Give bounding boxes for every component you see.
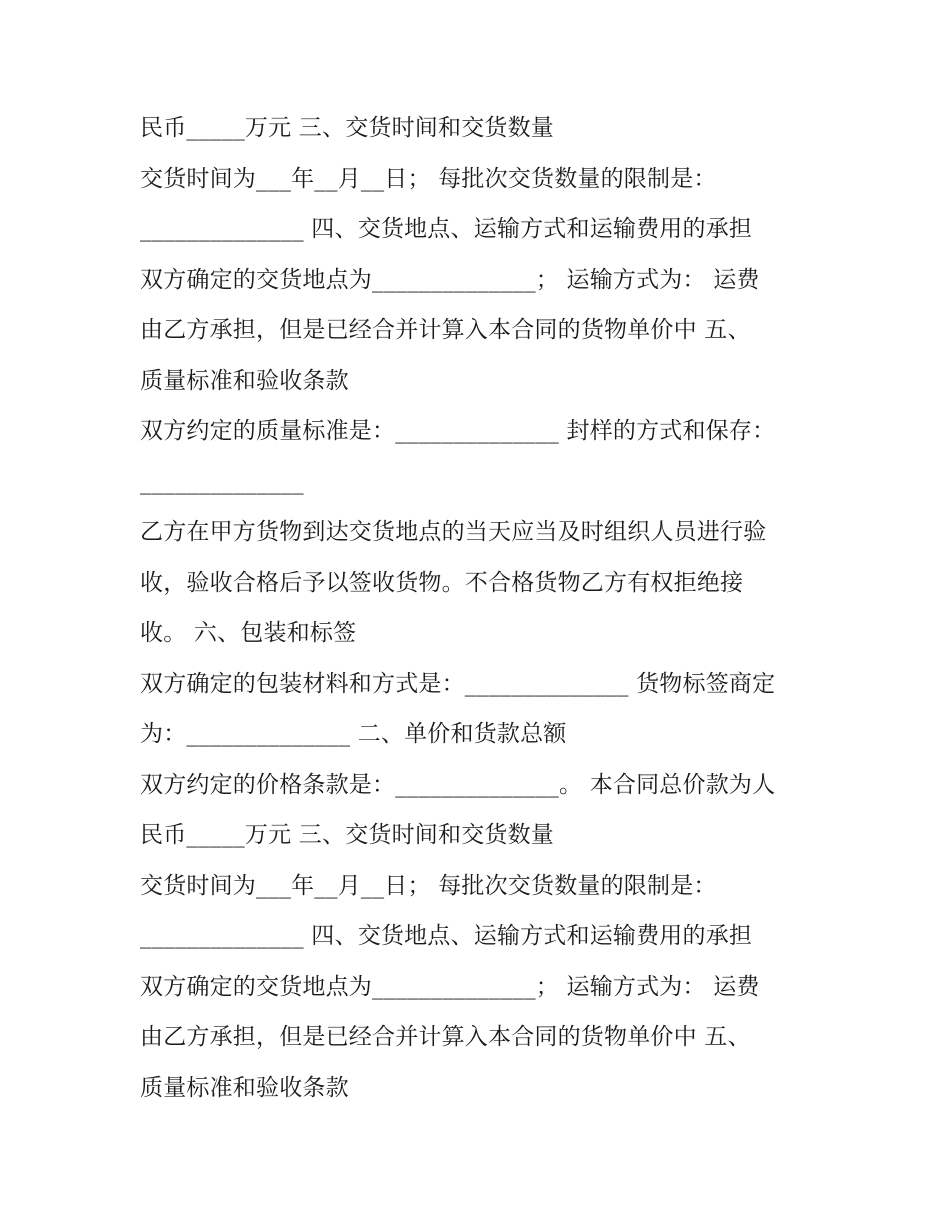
text-line: 交货时间为___年__月__日； 每批次交货数量的限制是： — [140, 165, 717, 192]
text-line: ______________ 四、交货地点、运输方式和运输费用的承担 — [140, 216, 753, 242]
text-line: 由乙方承担，但是已经合并计算入本合同的货物单价中 五、 — [140, 1024, 751, 1050]
text-line: 交货时间为___年__月__日； 每批次交货数量的限制是： — [140, 872, 717, 899]
text-line: 双方约定的质量标准是：______________ 封样的方式和保存： — [140, 418, 776, 444]
text-line: 为：______________ 二、单价和货款总额 — [140, 721, 567, 747]
text-line: 质量标准和验收条款 — [140, 1074, 349, 1101]
text-line: 民币_____万元 三、交货时间和交货数量 — [140, 822, 555, 848]
text-line: 收。 六、包装和标签 — [140, 620, 357, 646]
text-line: ______________ — [140, 468, 304, 495]
text-line: 双方确定的交货地点为______________； 运输方式为： 运费 — [140, 973, 760, 1000]
text-line: 乙方在甲方货物到达交货地点的当天应当及时组织人员进行验 — [140, 519, 767, 545]
text-line: 收，验收合格后予以签收货物。不合格货物乙方有权拒绝接 — [140, 569, 744, 596]
text-line: 双方约定的价格条款是：______________。 本合同总价款为人 — [140, 771, 776, 798]
text-line: ______________ 四、交货地点、运输方式和运输费用的承担 — [140, 923, 753, 949]
text-line: 质量标准和验收条款 — [140, 367, 349, 394]
text-line: 由乙方承担，但是已经合并计算入本合同的货物单价中 五、 — [140, 317, 751, 343]
text-line: 双方确定的交货地点为______________； 运输方式为： 运费 — [140, 266, 760, 293]
contract-text — [140, 107, 840, 1117]
text-line: 双方确定的包装材料和方式是：______________ 货物标签商定 — [140, 670, 776, 697]
text-line: 民币_____万元 三、交货时间和交货数量 — [140, 115, 555, 141]
